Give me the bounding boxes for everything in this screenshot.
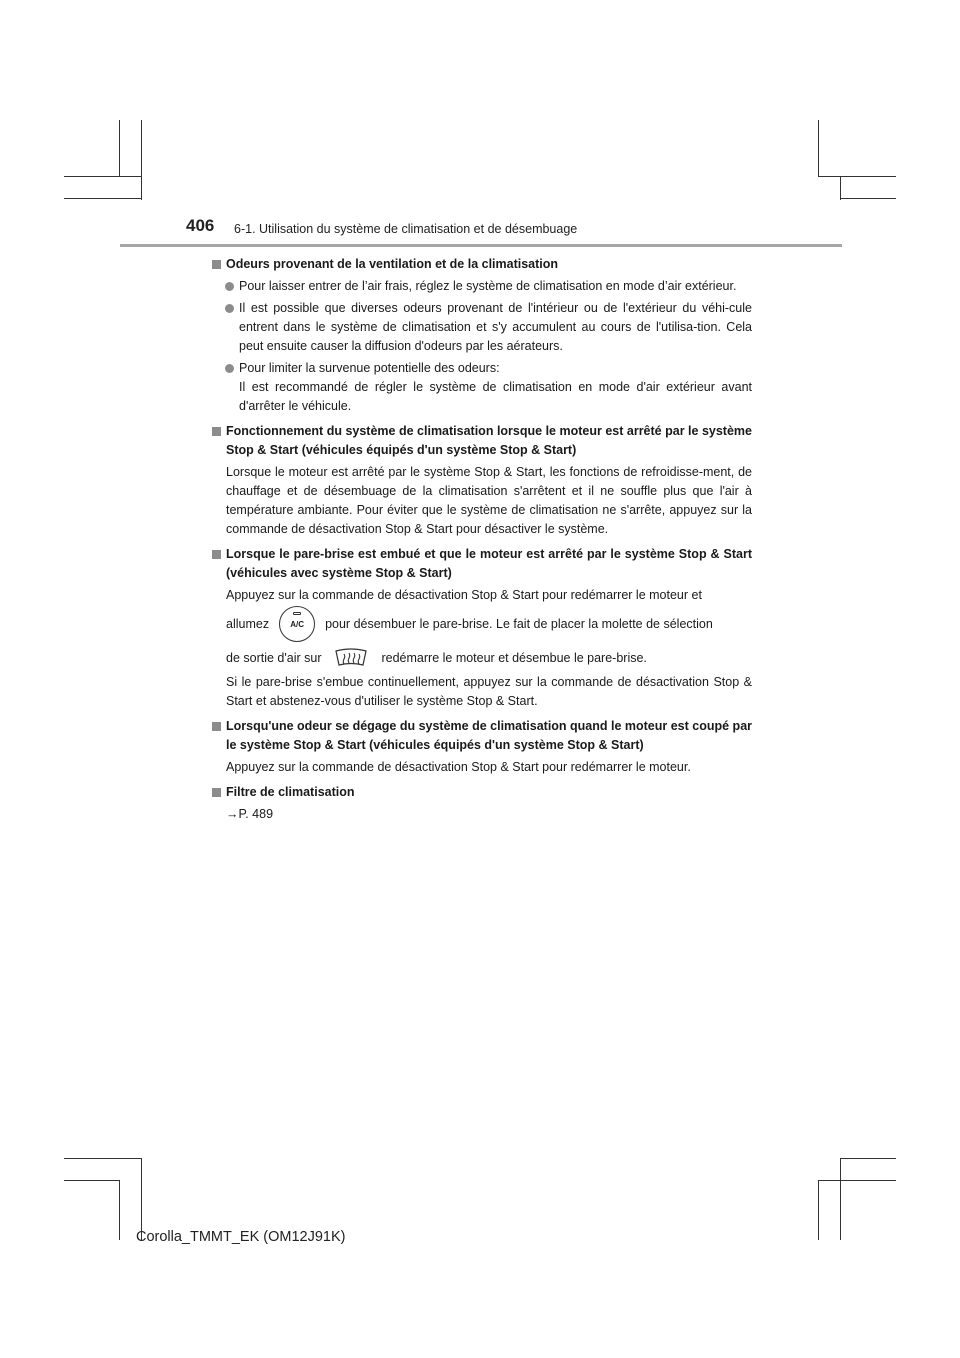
round-bullet-icon [225, 304, 234, 313]
page-reference-link[interactable]: →P. 489 [226, 807, 274, 821]
crop-mark [119, 1180, 120, 1240]
ac-button-icon: A/C [279, 606, 315, 642]
square-bullet-icon [212, 550, 221, 559]
section-title: Lorsque le pare-brise est embué et que le moteur est arrêté par le système Stop & Start (véhicules avec système Stop & Start) [212, 545, 752, 583]
list-item: Pour limiter la survenue potentielle des odeurs: Il est recommandé de régler le système de climatisation en mode d'air extérieur avant d'arrêter le véhicule. [212, 359, 752, 416]
list-item: Pour laisser entrer de l’air frais, réglez le système de climatisation en mode d’air extérieur. [212, 277, 752, 296]
square-bullet-icon [212, 260, 221, 269]
crop-mark [818, 176, 896, 177]
page-content [212, 255, 752, 824]
round-bullet-icon [225, 282, 234, 291]
crop-mark [141, 120, 142, 200]
section-body: Lorsque le moteur est arrêté par le système Stop & Start, les fonctions de refroidisse-ment, de chauffage et de désembuage de la climatisation s'arrêtent et il ne souffle plus que l'air à température ambiante. Pour éviter que le système de climatisation ne s'arrête, appuyez sur la commande de désactivation Stop & Start pour désactiver le système. [226, 465, 752, 536]
list-item: Il est possible que diverses odeurs provenant de l'intérieur ou de l'extérieur du véhi-cule entrent dans le système de climatisation et s'y accumulent au cours de l'utilisa-tion. Cela peut ensuite causer la diffusion d'odeurs par les aérateurs. [212, 299, 752, 356]
square-bullet-icon [212, 722, 221, 731]
crop-mark [840, 1158, 896, 1159]
square-bullet-icon [212, 427, 221, 436]
crop-mark [64, 1180, 119, 1181]
crop-mark [64, 176, 142, 177]
crop-mark [119, 120, 120, 176]
crop-mark [64, 198, 141, 199]
chapter-title: 6-1. Utilisation du système de climatisation et de désembuage [234, 222, 578, 236]
crop-mark [141, 1158, 142, 1240]
section-title: Fonctionnement du système de climatisation lorsque le moteur est arrêté par le système Stop & Start (véhicules équipés d'un système Stop & Start) [212, 422, 752, 460]
windshield-defrost-icon [333, 647, 369, 669]
crop-mark [64, 1158, 141, 1159]
crop-mark [840, 1158, 841, 1240]
ac-indicator-icon [293, 612, 301, 615]
crop-mark [818, 1180, 819, 1240]
section-title: Odeurs provenant de la ventilation et de la climatisation [212, 255, 752, 274]
round-bullet-icon [225, 364, 234, 373]
crop-mark [840, 198, 896, 199]
crop-mark [840, 176, 841, 200]
page-number: 406 [186, 216, 215, 235]
square-bullet-icon [212, 788, 221, 797]
section-title: Filtre de climatisation [212, 783, 752, 802]
section-title: Lorsqu'une odeur se dégage du système de climatisation quand le moteur est coupé par le système Stop & Start (véhicules équipés d'un système Stop & Start) [212, 717, 752, 755]
section-body: Appuyez sur la commande de désactivation Stop & Start pour redémarrer le moteur et allumez A/C pour désembuer le pare-brise. Le fait de placer la molette de sélection de sortie d'air sur redémarre le moteur et désembue le pare-brise. Si le pare-brise s'embue continuellement, appuyez sur la commande de désactivation Stop & Start et abstenez-vous d'utiliser le système Stop & Start. [226, 588, 752, 708]
header-rule [120, 244, 842, 247]
footer-model-code: Corolla_TMMT_EK (OM12J91K) [136, 1229, 346, 1245]
crop-mark [818, 120, 819, 176]
section-body: Appuyez sur la commande de désactivation Stop & Start pour redémarrer le moteur. [226, 760, 691, 774]
crop-mark [818, 1180, 896, 1181]
